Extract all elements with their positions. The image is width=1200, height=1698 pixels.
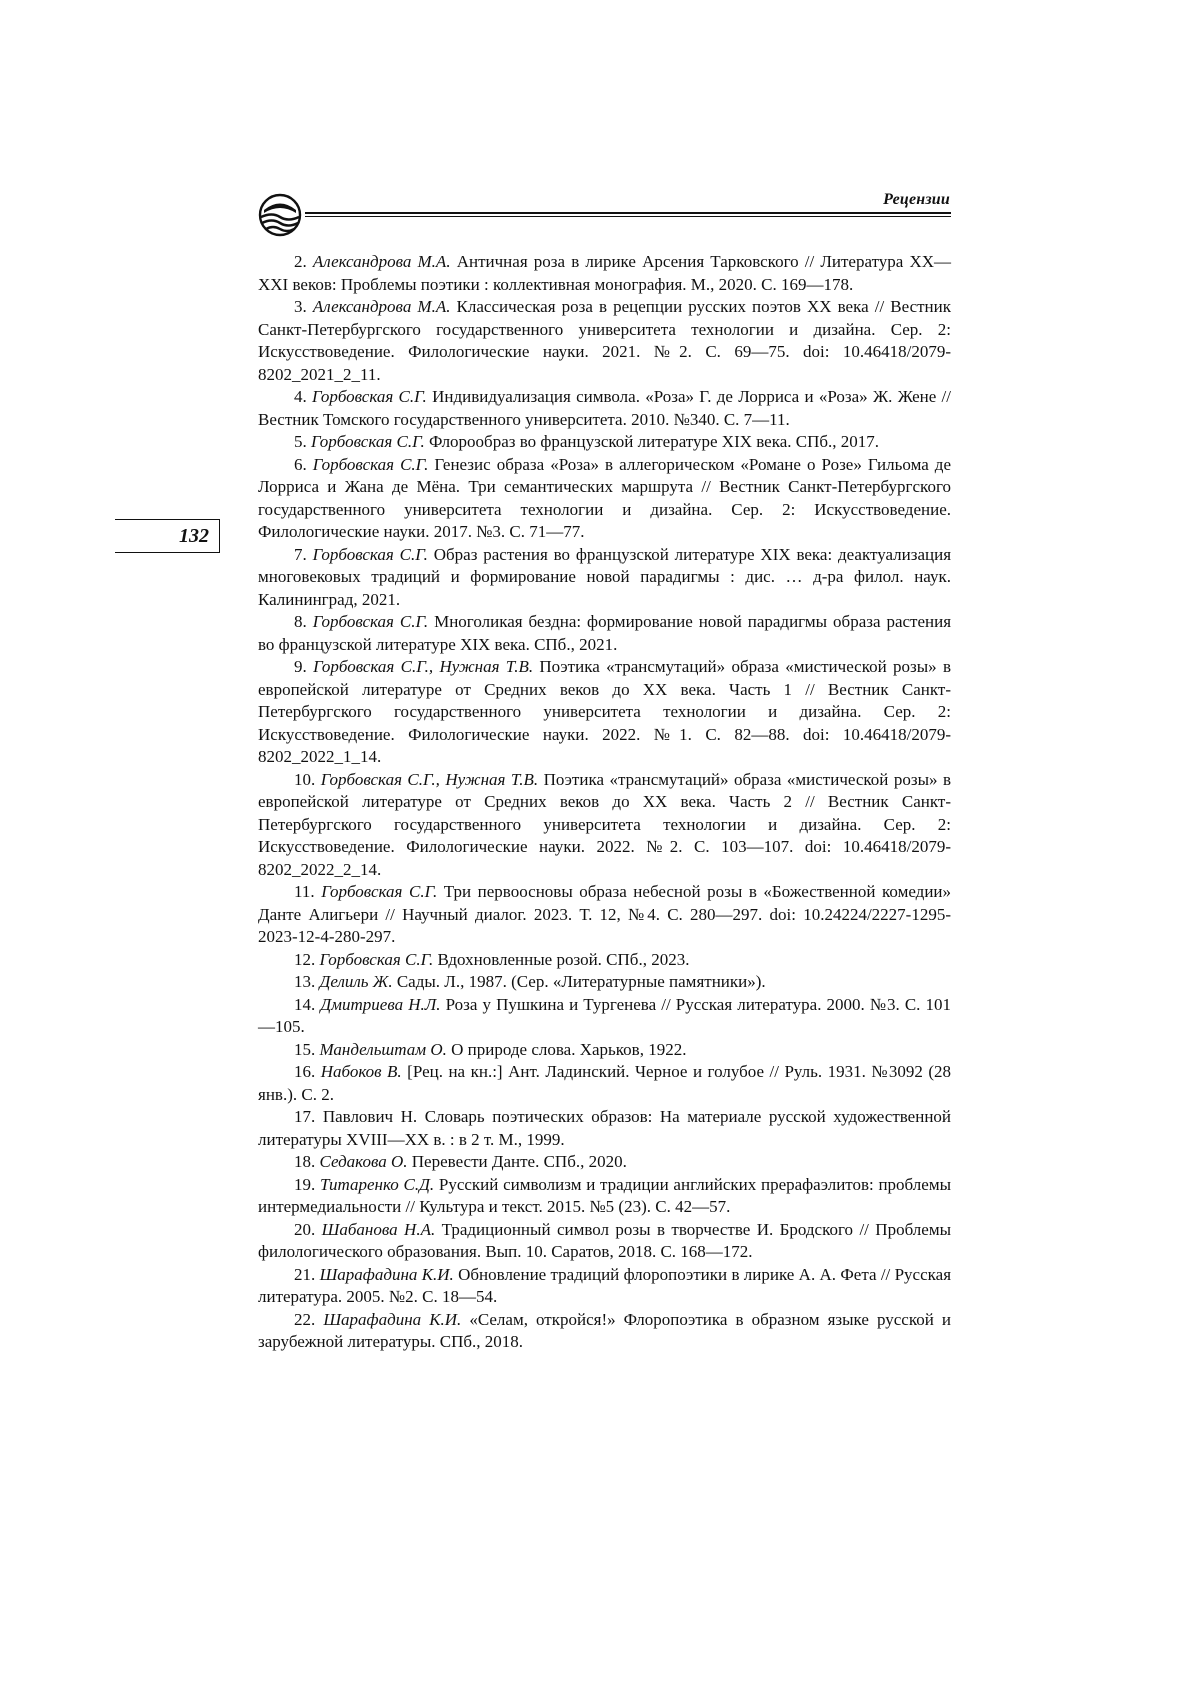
reference-author: Набоков В. (320, 1062, 402, 1081)
reference-author: Горбовская С.Г. (311, 432, 425, 451)
reference-text: О природе слова. Харьков, 1922. (451, 1039, 687, 1059)
reference-item (258, 1264, 951, 1309)
references-list (258, 251, 951, 1354)
reference-item (258, 881, 951, 949)
reference-author: Дмитриева Н.Л. (320, 994, 441, 1014)
reference-text: «Селам, откройся!» Флоропоэтика в образном языке русской и зарубежной литературы. СПб., 2018. (258, 1309, 951, 1351)
reference-author: Горбовская С.Г. (312, 544, 428, 564)
reference-text: Флорообраз во французской литературе XIX века. СПб., 2017. (428, 432, 880, 451)
reference-number: 17. (294, 1107, 316, 1126)
reference-item (258, 1039, 951, 1062)
reference-number: 22. (294, 1309, 316, 1329)
section-title: Рецензии (883, 191, 950, 208)
reference-item (258, 431, 951, 454)
reference-item (258, 386, 951, 431)
reference-item (258, 251, 951, 296)
reference-item (258, 1174, 951, 1219)
reference-number: 15. (294, 1039, 316, 1059)
reference-number: 3. (294, 297, 307, 316)
header-rule-thin (305, 216, 951, 217)
reference-item (258, 611, 951, 656)
reference-number: 13. (294, 972, 316, 991)
reference-item (258, 1061, 951, 1106)
reference-number: 12. (294, 949, 316, 969)
reference-number: 11. (294, 882, 315, 901)
reference-text: Античная роза в лирике Арсения Тарковского // Литература XX—XXI веков: Проблемы поэтики : коллективная монография. М., 2020. С. 169—178. (258, 252, 952, 294)
reference-item (258, 454, 951, 544)
reference-text: Сады. Л., 1987. (Сер. «Литературные памятники»). (396, 972, 766, 991)
reference-author: Александрова М.А. (312, 297, 451, 316)
reference-number: 8. (294, 612, 307, 631)
reference-item (258, 1106, 951, 1151)
page-number (115, 519, 220, 553)
reference-number: 19. (294, 1174, 316, 1194)
reference-number: 18. (294, 1152, 316, 1171)
reference-author: Шарафадина К.И. (323, 1309, 462, 1329)
reference-item (258, 544, 951, 612)
reference-author: Горбовская С.Г. (319, 949, 434, 969)
reference-text: Поэтика «трансмутаций» образа «мистической розы» в европейской литературе от Средних веков до XX века. Часть 2 // Вестник Санкт-Петербургского государственного университета технологии и дизайна. Сер. 2: Искусствоведение. Филологические науки. 2022. №2. С. 103—107. doi: 10.46418/2079-8202_2022_2_14. (258, 769, 951, 879)
reference-item (258, 971, 951, 994)
reference-item (258, 949, 951, 972)
reference-text: Перевести Данте. СПб., 2020. (411, 1152, 627, 1171)
reference-text: Вдохновленные розой. СПб., 2023. (437, 949, 690, 969)
reference-author: Титаренко С.Д. (319, 1174, 435, 1194)
reference-item (258, 296, 951, 386)
reference-text: Традиционный символ розы в творчестве И. Бродского // Проблемы филологического образования. Вып. 10. Саратов, 2018. С. 168—172. (258, 1219, 952, 1261)
reference-item (258, 1219, 951, 1264)
reference-author: Горбовская С.Г. (312, 612, 429, 631)
reference-text: Генезис образа «Роза» в аллегорическом «Романе о Розе» Гильома де Лорриса и Жана де Мёна. Три семантических маршрута // Вестник Санкт-Петербургского государственного университета технологии и дизайна. Сер. 2: Искусствоведение. Филологические науки. 2017. №3. С. 71—77. (258, 454, 951, 541)
reference-text: Павлович Н. Словарь поэтических образов: На материале русской художественной литературы XVIII—XX в. : в 2 т. М., 1999. (258, 1107, 952, 1149)
reference-author: Мандельштам О. (319, 1039, 447, 1059)
journal-logo-icon (258, 193, 302, 237)
reference-number: 2. (294, 252, 307, 271)
reference-text: Индивидуализация символа. «Роза» Г. де Лорриса и «Роза» Ж. Жене // Вестник Томского государственного университета. 2010. №340. С. 7—11. (258, 387, 951, 429)
reference-text: Обновление традиций флоропоэтики в лирике А. А. Фета // Русская литература. 2005. №2. С. 18—54. (258, 1264, 952, 1306)
reference-number: 10. (294, 769, 316, 789)
reference-number: 7. (294, 544, 307, 564)
reference-item (258, 1151, 951, 1174)
reference-text: Образ растения во французской литературе XIX века: деактуализация многовековых традиций и формирование новой парадигмы : дис. … д-ра филол. наук. Калининград, 2021. (258, 544, 952, 609)
reference-text: Классическая роза в рецепции русских поэтов XX века // Вестник Санкт-Петербургского государственного университета технологии и дизайна. Сер. 2: Искусствоведение. Филологические науки. 2021. №2. С. 69—75. doi: 10.46418/2079-8202_2021_2_11. (258, 297, 951, 384)
reference-number: 5. (294, 432, 307, 451)
reference-author: Горбовская С.Г. (312, 454, 429, 474)
reference-item (258, 769, 951, 882)
reference-author: Александрова М.А. (312, 252, 451, 271)
reference-author: Шабанова Н.А. (321, 1219, 436, 1239)
reference-text: Русский символизм и традиции английских прерафаэлитов: проблемы интермедиальности // Культура и текст. 2015. №5 (23). С. 42—57. (258, 1174, 951, 1216)
reference-author: Горбовская С.Г., Нужная Т.В. (320, 769, 539, 789)
reference-text: [Рец. на кн.:] Ант. Ладинский. Черное и голубое // Руль. 1931. №3092 (28 янв.). С. 2. (258, 1062, 952, 1104)
reference-item (258, 994, 951, 1039)
reference-number: 16. (294, 1062, 316, 1081)
reference-item (258, 656, 951, 769)
reference-text: Многоликая бездна: формирование новой парадигмы образа растения во французской литературе XIX века. СПб., 2021. (258, 612, 952, 654)
reference-text: Роза у Пушкина и Тургенева // Русская литература. 2000. №3. С. 101—105. (258, 994, 952, 1036)
reference-text: Три первоосновы образа небесной розы в «Божественной комедии» Данте Алигьери // Научный диалог. 2023. Т. 12, №4. С. 280—297. doi: 10.24224/2227-1295-2023-12-4-280-297. (258, 882, 952, 946)
reference-author: Горбовская С.Г., Нужная Т.В. (313, 657, 534, 676)
reference-author: Горбовская С.Г. (321, 882, 438, 901)
reference-author: Седакова О. (319, 1152, 408, 1171)
reference-number: 14. (294, 994, 316, 1014)
page-number-text: 132 (179, 524, 209, 547)
reference-number: 20. (294, 1219, 316, 1239)
reference-number: 6. (294, 454, 307, 474)
reference-item (258, 1309, 951, 1354)
reference-number: 9. (294, 657, 307, 676)
reference-number: 21. (294, 1264, 316, 1284)
reference-author: Горбовская С.Г. (312, 387, 427, 406)
header-rule (305, 212, 951, 214)
reference-number: 4. (294, 387, 307, 406)
reference-author: Шарафадина К.И. (319, 1264, 454, 1284)
reference-author: Делиль Ж. (319, 972, 393, 991)
reference-text: Поэтика «трансмутаций» образа «мистической розы» в европейской литературе от Средних веков до XX века. Часть 1 // Вестник Санкт-Петербургского государственного университета технологии и дизайна. Сер. 2: Искусствоведение. Филологические науки. 2022. №1. С. 82—88. doi: 10.46418/2079-8202_2022_1_14. (258, 657, 952, 766)
